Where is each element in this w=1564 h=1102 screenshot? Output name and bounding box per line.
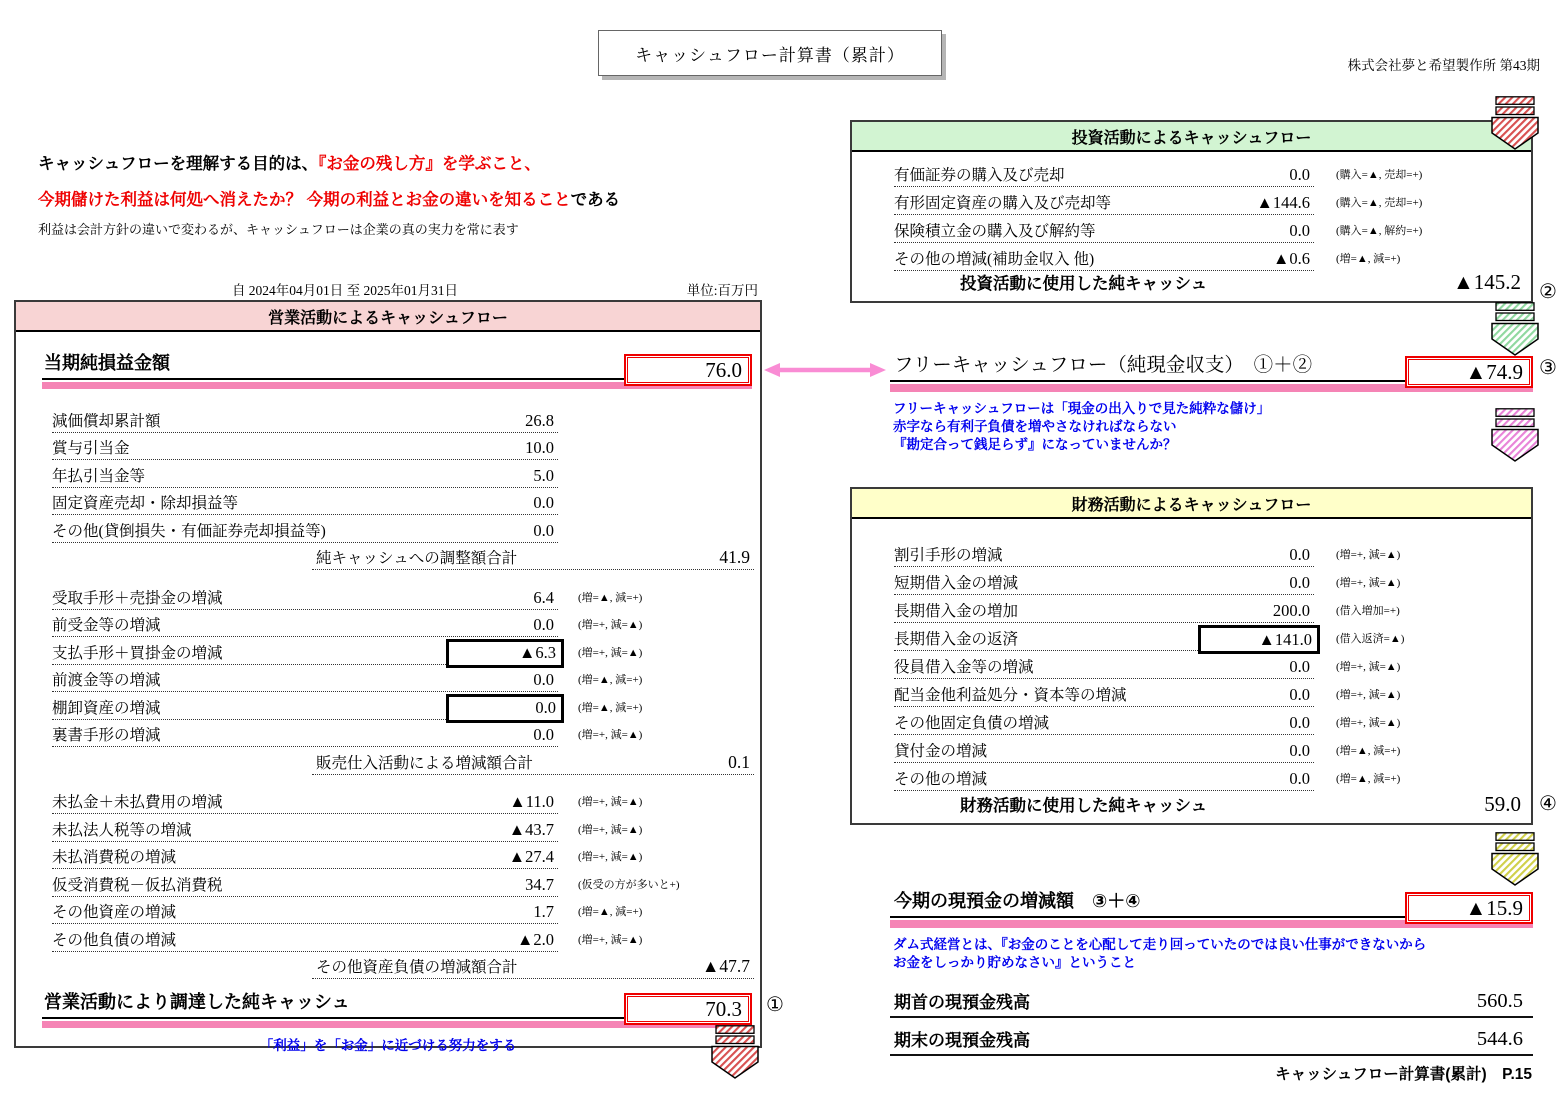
row-note: (増=▲, 減=+) — [578, 701, 643, 714]
net-income-row — [42, 346, 752, 380]
row-value-box — [533, 521, 554, 541]
row-value-box — [525, 411, 554, 431]
circled-4-mark: ④ — [1539, 793, 1557, 815]
striped-down-arrow-red-icon — [711, 1025, 759, 1079]
row-note: (増=▲, 減=+) — [1336, 253, 1401, 265]
cash-change-value: ▲15.9 — [1408, 895, 1530, 921]
free-cashflow-highlight-box — [1405, 356, 1533, 388]
table-row — [52, 610, 760, 638]
table-row — [52, 405, 760, 433]
row-note: (増=+, 減=▲) — [578, 646, 643, 659]
row-note: (増=▲, 減=+) — [1336, 773, 1401, 785]
row-value: 0.0 — [1289, 657, 1310, 676]
table-row — [52, 637, 760, 665]
circled-3-mark: ③ — [1539, 357, 1557, 379]
operating-blue-note: 「利益」を「お金」に近づける努力をする — [259, 1038, 517, 1053]
row-value-box — [1289, 573, 1310, 593]
intro-line2-black: である — [570, 191, 621, 209]
unit-label: 単位:百万円 — [686, 283, 758, 298]
note-line: お金をしっかり貯めなさい』ということ — [893, 955, 1136, 970]
cash-change-notes — [893, 936, 1426, 972]
row-value: 0.0 — [1289, 573, 1310, 592]
table-row — [52, 897, 760, 925]
row-label: 割引手形の増減 — [894, 547, 1003, 564]
sales-purchase-subtotal-row — [312, 747, 754, 775]
closing-balance-label: 期末の現預金残高 — [894, 1031, 1030, 1050]
row-label: 保険積立金の購入及び解約等 — [894, 223, 1096, 240]
row-label: 減価償却累計額 — [52, 412, 161, 430]
row-value-box — [1273, 601, 1310, 621]
net-income-highlight-box — [624, 354, 752, 386]
row-note: (購入=▲, 売却=+) — [1336, 197, 1423, 209]
table-row — [52, 787, 760, 815]
note-line: フリーキャッシュフローは「現金の出入りで見た純粋な儲け」 — [893, 401, 1271, 416]
row-value: 0.0 — [1289, 165, 1310, 184]
closing-balance-row — [890, 1020, 1533, 1056]
row-note: (増=▲, 減=+) — [1336, 745, 1401, 757]
row-note: (増=+, 減=▲) — [578, 729, 643, 741]
row-value: 0.0 — [1289, 713, 1310, 732]
page-title: キャッシュフロー計算書（累計） — [635, 45, 905, 65]
row-note: (増=+, 減=▲) — [578, 933, 643, 946]
row-note: (増=+, 減=▲) — [1336, 549, 1401, 561]
row-label: その他固定負債の増減 — [894, 715, 1050, 732]
intro-line2-red: 今期儲けた利益は何処へ消えたか？ 今期の利益とお金の違いを知ること — [38, 191, 571, 209]
intro-text — [38, 150, 620, 238]
row-value-box — [1198, 625, 1320, 654]
investing-activities-box — [850, 120, 1533, 303]
row-value-box — [446, 639, 564, 668]
row-label: 未払消費税の増減 — [52, 849, 177, 866]
other-assets-rows — [52, 787, 760, 952]
row-value: 5.0 — [533, 465, 554, 485]
intro-line1-red: 『お金の残し方』を学ぶこと、 — [318, 155, 541, 173]
table-row — [894, 567, 1531, 595]
row-value: 0.0 — [1289, 769, 1310, 788]
row-note: (増=+, 減=▲) — [578, 823, 643, 836]
row-label: 貸付金の増減 — [894, 743, 988, 760]
net-income-value: 76.0 — [627, 357, 749, 383]
row-label: 有形固定資産の購入及び売却等 — [894, 195, 1112, 212]
table-row — [894, 595, 1531, 623]
table-row — [894, 623, 1531, 651]
table-row — [894, 651, 1531, 679]
row-value-box — [533, 725, 554, 745]
note-line: ダム式経営とは、『お金のことを心配して走り回っていたのでは良い仕事ができないから — [893, 937, 1427, 952]
free-cashflow-value: ▲74.9 — [1408, 359, 1530, 385]
striped-down-arrow-green-icon — [1491, 302, 1539, 356]
row-value: ▲144.6 — [1256, 193, 1310, 212]
subtotal-label: 販売仕入活動による増減額合計 — [316, 754, 534, 772]
investing-total-row — [852, 266, 1531, 298]
other-assets-subtotal-row — [312, 952, 754, 980]
row-label: 未払法人税等の増減 — [52, 821, 192, 839]
row-note: (増=▲, 減=+) — [578, 674, 643, 686]
table-row — [52, 814, 760, 842]
row-value: 6.4 — [533, 587, 554, 607]
row-label: 役員借入金等の増減 — [894, 659, 1034, 676]
row-value-box — [1257, 193, 1310, 213]
striped-down-arrow-yellow-icon — [1491, 832, 1539, 886]
row-label: 仮受消費税－仮払消費税 — [52, 876, 223, 894]
adjustment-rows — [52, 405, 760, 543]
row-note: (増=+, 減=▲) — [1336, 661, 1401, 673]
table-row — [52, 515, 760, 543]
row-value-box — [1289, 741, 1310, 761]
closing-balance-value: 544.6 — [1476, 1028, 1523, 1050]
financing-total-label: 財務活動に使用した純キャッシュ — [960, 797, 1208, 815]
circled-2-mark: ② — [1539, 281, 1557, 303]
financing-rows — [894, 539, 1531, 791]
row-note: (増=▲, 減=+) — [578, 906, 643, 918]
row-value: ▲141.0 — [1258, 629, 1312, 649]
row-value-box — [533, 902, 554, 922]
table-row — [52, 460, 760, 488]
row-label: 有価証券の購入及び売却 — [894, 167, 1065, 184]
row-label: 受取手形＋売掛金の増減 — [52, 589, 223, 607]
row-value-box — [509, 820, 554, 840]
financing-total-row — [852, 788, 1531, 820]
table-row — [894, 679, 1531, 707]
row-value: ▲43.7 — [508, 819, 554, 839]
table-row — [52, 924, 760, 952]
row-value: 0.0 — [533, 520, 554, 540]
row-label: その他資産の増減 — [52, 904, 177, 921]
row-value-box — [525, 875, 554, 895]
row-label: 未払金＋未払費用の増減 — [52, 794, 223, 811]
row-value-box — [1289, 769, 1310, 789]
row-label: 配当金他利益処分・資本等の増減 — [894, 687, 1127, 704]
row-label: 棚卸資産の増減 — [52, 699, 161, 717]
row-note: (増=+, 減=▲) — [578, 619, 643, 631]
table-row — [52, 869, 760, 897]
row-value: 0.0 — [533, 615, 554, 634]
row-value: 0.0 — [533, 493, 554, 512]
row-label: その他(貸倒損失・有価証券売却損益等) — [52, 522, 326, 540]
subtotal-label: その他資産負債の増減額合計 — [316, 959, 518, 976]
row-label: 長期借入金の返済 — [894, 631, 1019, 648]
row-value: ▲0.6 — [1273, 249, 1310, 268]
table-row — [894, 187, 1531, 215]
row-value-box — [1289, 165, 1310, 185]
row-value: 10.0 — [525, 438, 554, 457]
financing-header: 財務活動によるキャッシュフロー — [852, 489, 1531, 519]
cash-change-highlight-box — [1405, 892, 1533, 924]
row-value: 0.0 — [533, 725, 554, 744]
row-note: (仮受の方が多いと+) — [578, 878, 680, 891]
subtotal-value: ▲47.7 — [702, 956, 750, 976]
opening-balance-row — [890, 982, 1533, 1018]
row-label: その他負債の増減 — [52, 931, 177, 949]
row-label: その他の増減 — [894, 771, 988, 788]
table-row — [894, 735, 1531, 763]
row-value: 26.8 — [525, 410, 554, 430]
subtotal-value: 0.1 — [728, 751, 750, 772]
row-value: 0.0 — [533, 670, 554, 689]
row-value-box — [509, 847, 554, 867]
note-line: 『勘定合って銭足らず』になっていませんか？ — [893, 437, 1177, 452]
row-label: 前渡金等の増減 — [52, 672, 161, 689]
row-label: 固定資産売却・除却損益等 — [52, 495, 239, 512]
adjustments-subtotal-row — [312, 543, 754, 571]
row-value: 0.0 — [1289, 741, 1310, 760]
row-value-box — [1289, 221, 1310, 241]
operating-total-highlight-box — [624, 993, 752, 1025]
row-value: 200.0 — [1272, 601, 1310, 620]
row-value-box — [517, 930, 554, 950]
row-value: 0.0 — [535, 698, 556, 717]
table-row — [894, 539, 1531, 567]
financing-activities-box — [850, 487, 1533, 825]
row-label: 前受金等の増減 — [52, 617, 161, 634]
free-cashflow-row — [890, 348, 1533, 382]
operating-total-row — [42, 985, 752, 1019]
striped-down-arrow-red-icon — [1491, 96, 1539, 150]
investing-total-value: ▲145.2 — [1452, 269, 1521, 294]
row-value-box — [1289, 713, 1310, 733]
row-value-box — [533, 588, 554, 608]
row-value-box — [446, 694, 564, 723]
row-note: (借入返済=▲) — [1336, 633, 1405, 645]
table-row — [52, 720, 760, 748]
subtotal-value: 41.9 — [719, 547, 750, 567]
row-value-box — [533, 615, 554, 635]
operating-header: 営業活動によるキャッシュフロー — [16, 302, 760, 332]
table-row — [894, 159, 1531, 187]
row-note: (借入増加=+) — [1336, 605, 1400, 617]
operating-total-value: 70.3 — [627, 996, 749, 1022]
table-row — [894, 215, 1531, 243]
report-period: 自 2024年04月01日 至 2025年01月31日 — [231, 283, 459, 298]
sales-purchase-rows — [52, 582, 760, 747]
row-note: (購入=▲, 解約=+) — [1336, 225, 1423, 237]
row-value: ▲2.0 — [517, 929, 554, 949]
opening-balance-value: 560.5 — [1476, 990, 1523, 1012]
cash-change-row — [890, 884, 1533, 918]
row-note: (購入=▲, 売却=+) — [1336, 169, 1423, 181]
intro-line3: 利益は会計方針の違いで変わるが、キャッシュフローは企業の真の実力を常に表す — [38, 222, 519, 237]
table-row — [52, 842, 760, 870]
note-line: 赤字なら有利子負債を増やさなければならない — [893, 419, 1177, 434]
table-row — [52, 488, 760, 516]
row-label: 短期借入金の増減 — [894, 575, 1019, 592]
operating-total-label: 営業活動により調達した純キャッシュ — [44, 992, 350, 1012]
subtotal-label: 純キャッシュへの調整額合計 — [316, 550, 518, 567]
free-cashflow-notes — [893, 400, 1270, 454]
row-value-box — [509, 792, 554, 812]
intro-line1-black: キャッシュフローを理解する目的は、 — [38, 155, 319, 173]
table-row — [52, 582, 760, 610]
row-value: ▲6.3 — [519, 643, 556, 662]
financing-total-value: 59.0 — [1484, 791, 1521, 816]
row-value: ▲27.4 — [508, 847, 554, 866]
striped-down-arrow-pink-icon — [1491, 408, 1539, 462]
row-label: その他の増減(補助金収入 他) — [894, 251, 1095, 268]
report-title-box — [598, 30, 942, 76]
investing-total-label: 投資活動に使用した純キャッシュ — [960, 275, 1208, 293]
row-value-box — [1289, 685, 1310, 705]
row-value-box — [1289, 657, 1310, 677]
row-label: 裏書手形の増減 — [52, 727, 161, 744]
row-value-box — [525, 438, 554, 458]
table-row — [52, 665, 760, 693]
row-value: 0.0 — [1289, 685, 1310, 704]
row-value-box — [533, 670, 554, 690]
row-note: (増=+, 減=▲) — [578, 796, 643, 808]
row-note: (増=+, 減=▲) — [1336, 689, 1401, 701]
row-note: (増=+, 減=▲) — [1336, 717, 1401, 729]
table-row — [52, 692, 760, 720]
page-footer: キャッシュフロー計算書(累計) P.15 — [1275, 1066, 1532, 1083]
row-value: ▲11.0 — [509, 792, 554, 811]
row-value: 0.0 — [1289, 545, 1310, 564]
free-cashflow-label: フリーキャッシュフロー（純現金収支） ①＋② — [894, 355, 1313, 376]
company-name: 株式会社夢と希望製作所 第43期 — [1347, 58, 1540, 73]
row-label: 賞与引当金 — [52, 440, 130, 457]
row-label: 支払手形＋買掛金の増減 — [52, 644, 223, 662]
investing-header: 投資活動によるキャッシュフロー — [852, 122, 1531, 152]
investing-rows — [894, 159, 1531, 271]
table-row — [894, 707, 1531, 735]
row-value-box — [533, 466, 554, 486]
circled-1-mark: ① — [766, 994, 784, 1016]
cash-change-label: 今期の現預金の増減額 ③＋④ — [894, 891, 1141, 911]
opening-balance-label: 期首の現預金残高 — [894, 993, 1030, 1012]
row-value-box — [1289, 545, 1310, 565]
row-note: (増=+, 減=▲) — [1336, 577, 1401, 589]
row-value: 34.7 — [525, 874, 554, 894]
horizontal-double-arrow-pink-icon — [764, 360, 886, 380]
row-value: 1.7 — [533, 902, 554, 921]
row-note: (増=+, 減=▲) — [578, 851, 643, 863]
table-row — [52, 433, 760, 461]
operating-activities-box — [14, 300, 762, 1053]
row-note — [558, 538, 578, 543]
table-row — [894, 763, 1531, 791]
row-label: 長期借入金の増加 — [894, 603, 1019, 620]
row-value-box — [533, 493, 554, 513]
row-note: (増=▲, 減=+) — [578, 591, 643, 604]
row-value: 0.0 — [1289, 221, 1310, 240]
row-label: 年払引当金等 — [52, 467, 146, 485]
net-income-label: 当期純損益金額 — [44, 353, 170, 373]
